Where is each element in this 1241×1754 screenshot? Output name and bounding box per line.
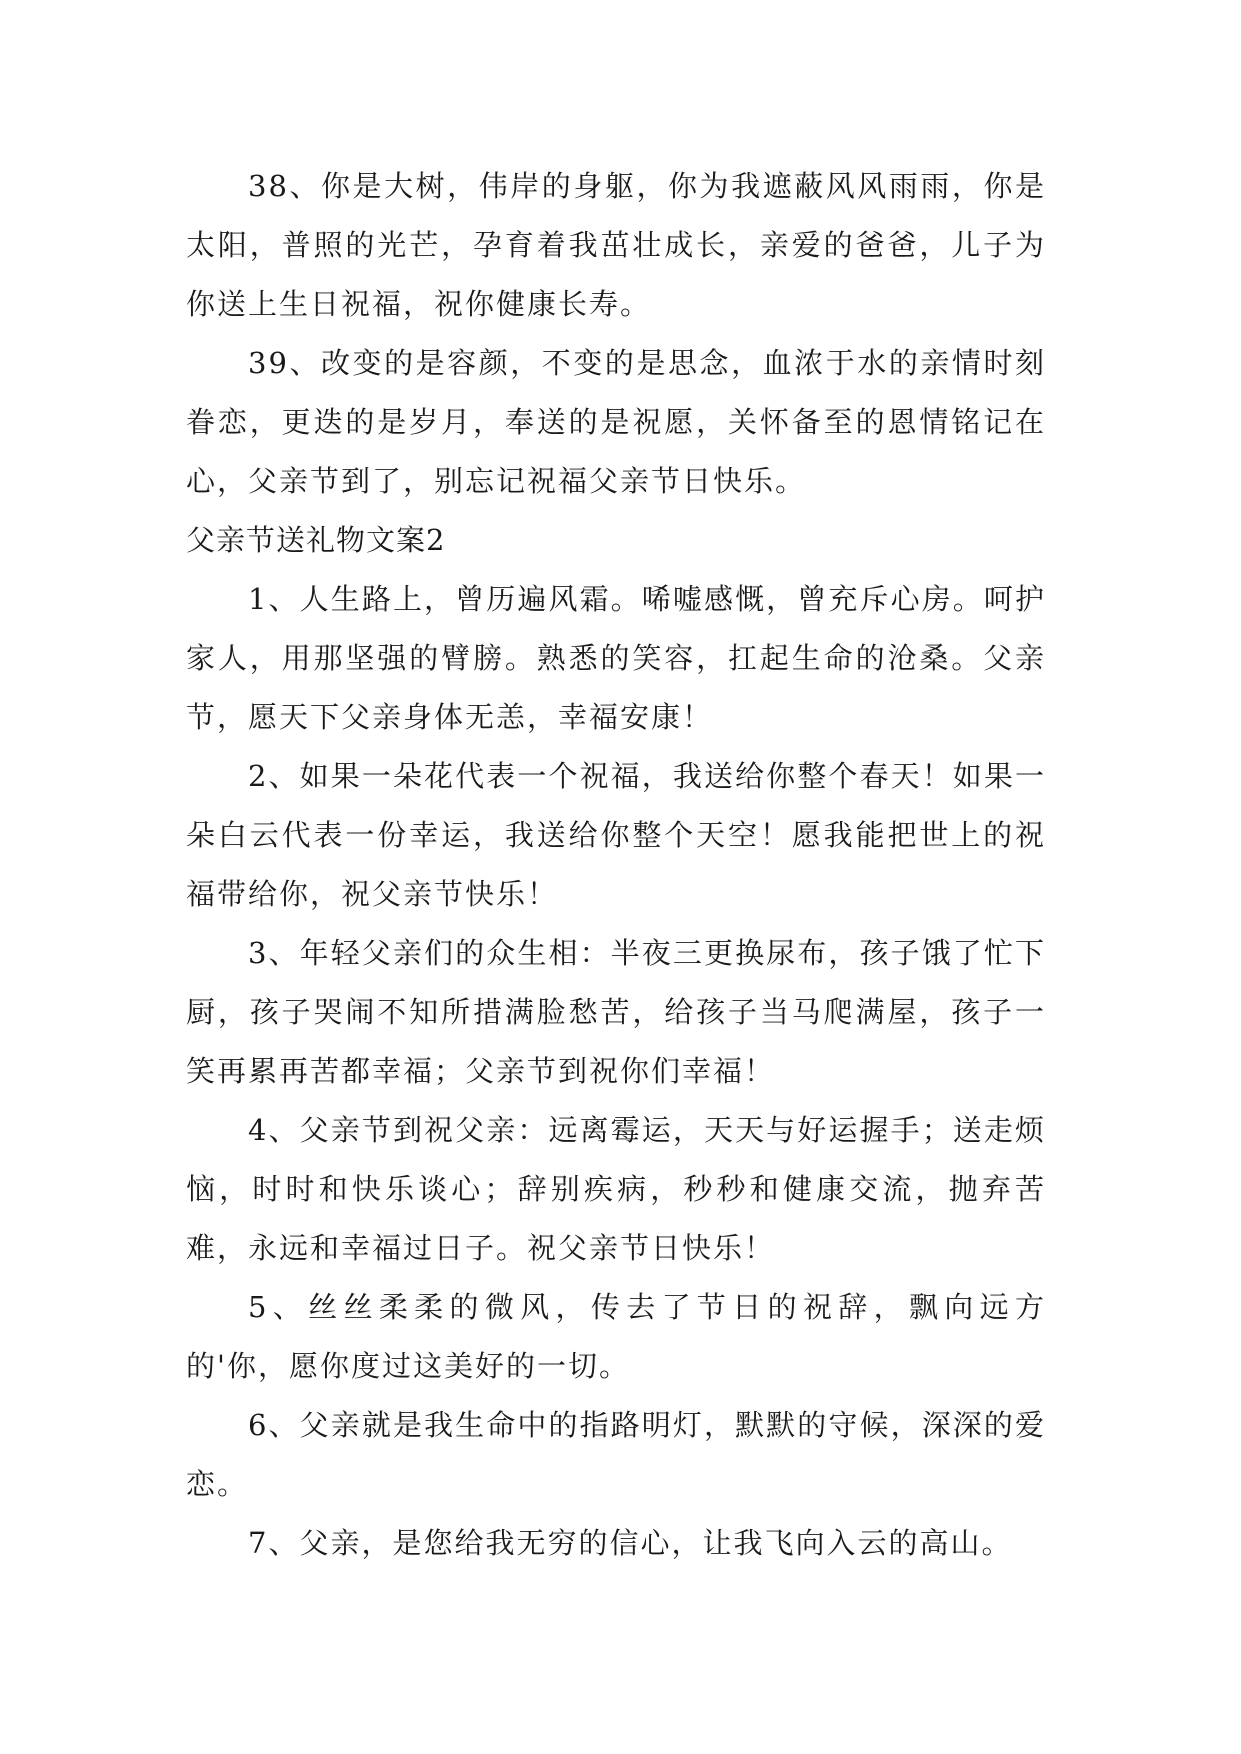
paragraph-2: 2、如果一朵花代表一个祝福，我送给你整个春天！如果一朵白云代表一份幸运，我送给你整个天空！愿我能把世上的祝福带给你，祝父亲节快乐！	[186, 759, 1046, 911]
paragraph-7: 7、父亲，是您给我无穷的信心，让我飞向入云的高山。	[248, 1526, 1013, 1560]
paragraph-6: 6、父亲就是我生命中的指路明灯，默默的守候，深深的爱恋。	[186, 1408, 1046, 1501]
paragraph-5: 5、丝丝柔柔的微风，传去了节日的祝辞，飘向远方的'你，愿你度过这美好的一切。	[186, 1290, 1046, 1383]
paragraph-4: 4、父亲节到祝父亲：远离霉运，天天与好运握手；送走烦恼，时时和快乐谈心；辞别疾病，秒秒和健康交流，抛弃苦难，永远和幸福过日子。祝父亲节日快乐！	[186, 1113, 1046, 1265]
paragraph-38: 38、你是大树，伟岸的身躯，你为我遮蔽风风雨雨，你是太阳，普照的光芒，孕育着我茁壮成长，亲爱的爸爸，儿子为你送上生日祝福，祝你健康长寿。	[186, 169, 1046, 321]
section-heading: 父亲节送礼物文案2	[186, 523, 446, 557]
paragraph-39: 39、改变的是容颜，不变的是思念，血浓于水的亲情时刻眷恋，更迭的是岁月，奉送的是祝愿，关怀备至的恩情铭记在心，父亲节到了，别忘记祝福父亲节日快乐。	[186, 346, 1046, 498]
paragraph-3: 3、年轻父亲们的众生相：半夜三更换尿布，孩子饿了忙下厨，孩子哭闹不知所措满脸愁苦，给孩子当马爬满屋，孩子一笑再累再苦都幸福；父亲节到祝你们幸福！	[186, 936, 1046, 1088]
document-body	[186, 157, 1046, 1573]
paragraph-1: 1、人生路上，曾历遍风霜。唏嘘感慨，曾充斥心房。呵护家人，用那坚强的臂膀。熟悉的笑容，扛起生命的沧桑。父亲节，愿天下父亲身体无恙，幸福安康！	[186, 582, 1046, 734]
